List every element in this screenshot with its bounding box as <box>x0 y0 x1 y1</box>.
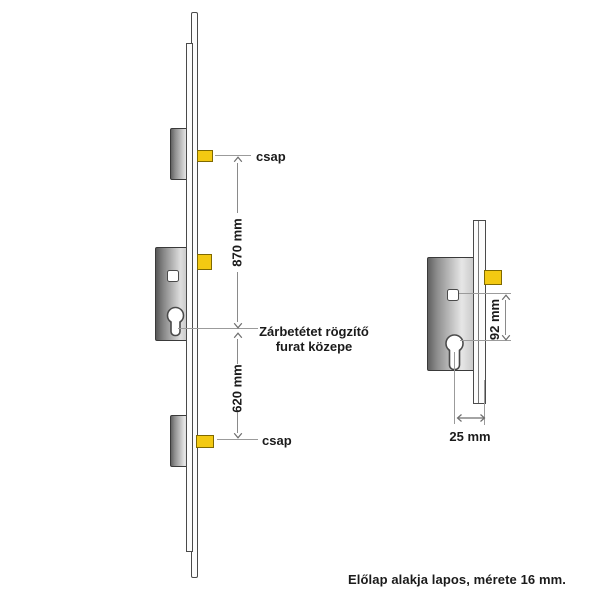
arrow-down-icon <box>233 432 243 439</box>
dim-line-870-upper <box>237 163 238 213</box>
dim-line-92 <box>505 300 506 335</box>
detail-fixing-screw-hole <box>447 289 459 301</box>
pin-top <box>197 150 213 162</box>
cylinder-note-line2: furat közepe <box>275 339 353 354</box>
label-csap-top: csap <box>256 149 286 164</box>
footnote-text: Előlap alakja lapos, mérete 16 mm. <box>348 572 567 587</box>
dim-line-870-lower <box>237 272 238 322</box>
pin-bottom <box>196 435 214 448</box>
dim-label-92: 92 mm <box>487 298 503 340</box>
arrow-up-icon <box>233 332 243 339</box>
euro-keyhole-icon <box>166 306 186 338</box>
dim-line-620-upper <box>237 339 238 364</box>
dim-label-620: 620 mm <box>230 363 246 413</box>
dim-line-620-lower <box>237 412 238 433</box>
detail-faceplate-edge-line <box>478 221 479 403</box>
leader-csap-bottom <box>217 439 258 440</box>
cylinder-note-line1: Zárbetétet rögzítő <box>259 324 369 339</box>
detail-faceplate <box>473 220 486 404</box>
leader-cylinder-note <box>178 328 258 329</box>
fixing-screw-hole <box>167 270 179 282</box>
pin-middle <box>197 254 212 270</box>
label-csap-bottom: csap <box>262 433 292 448</box>
faceplate <box>186 43 193 552</box>
dim-label-25: 25 mm <box>449 429 491 444</box>
dim-label-870: 870 mm <box>230 217 246 267</box>
extension-line-keyhole-center <box>454 352 455 424</box>
arrow-up-icon <box>233 156 243 163</box>
double-arrow-horizontal-icon <box>456 413 486 423</box>
cylinder-note <box>256 324 372 354</box>
detail-pin <box>484 270 502 285</box>
arrow-down-icon <box>233 322 243 329</box>
